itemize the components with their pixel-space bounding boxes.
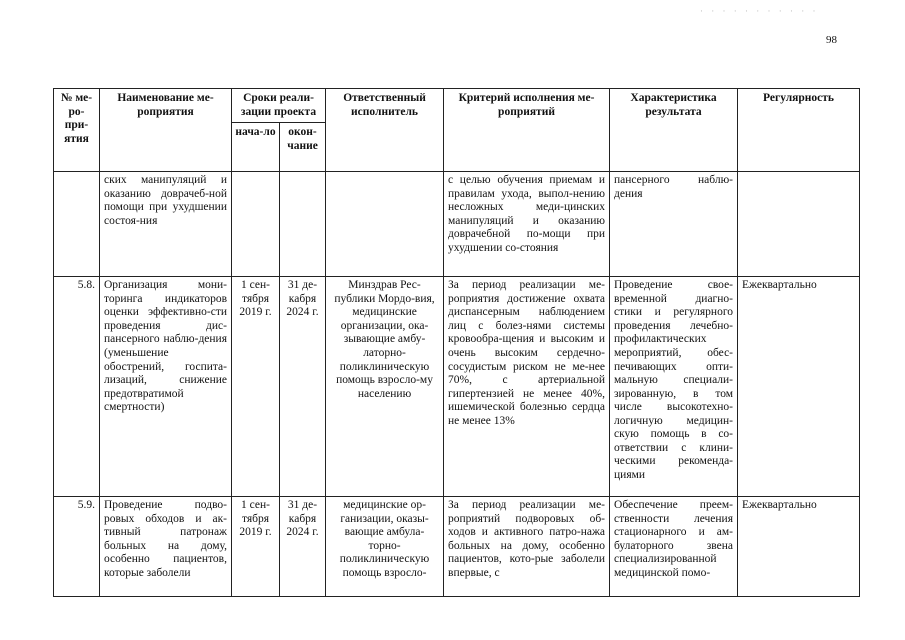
- row-num: [54, 172, 100, 277]
- row-name: ских манипуляций и оказанию доврачеб-ной помощи при ухудшении состоя-ния: [100, 172, 232, 277]
- activities-table: [53, 88, 860, 597]
- scan-artifact: · · · · · · · · · · ·: [700, 6, 819, 16]
- row-characteristic: пансерного наблю-дения: [610, 172, 738, 277]
- row-criterion: За период реализации ме-роприятия достижение охвата диспансерным наблюдением лиц с болез-нями системы кровообра-щения и высоким и очень высоким сердечно-сосудистым риском не ме-нее 70%, с артериальной гипертензией не менее 40%, ишемической болезнью сердца не менее 13%: [444, 277, 610, 497]
- col-header-responsible: Ответственный исполнитель: [326, 89, 444, 172]
- table-row: [54, 172, 860, 277]
- row-name: Проведение подво-ровых обходов и ак-тивный патронаж больных на дому, особенно пациентов, которые заболели: [100, 497, 232, 597]
- row-characteristic: Обеспечение преем-ственности лечения стационарного и ам-булаторного звена специализированной медицинской помо-: [610, 497, 738, 597]
- row-criterion: с целью обучения приемам и правилам ухода, выпол-нению несложных меди-цинских манипуляций и оказанию доврачебной по-мощи при ухудшении со-стояния: [444, 172, 610, 277]
- col-header-terms: Сроки реали-зации проекта: [232, 89, 326, 123]
- table-row: [54, 497, 860, 597]
- row-start: 1 сен-тября 2019 г.: [232, 277, 280, 497]
- row-criterion: За период реализации ме-роприятий подворовых об-ходов и активного патро-нажа больных на дому, особенно пациентов, кото-рые заболели впервые, с: [444, 497, 610, 597]
- col-header-num: № ме-ро-при-ятия: [54, 89, 100, 172]
- col-header-start: нача-ло: [232, 123, 280, 172]
- row-regularity: Ежеквартально: [738, 277, 860, 497]
- page-number: 98: [826, 34, 837, 46]
- row-name: Организация мони-торинга индикаторов оценки эффективно-сти проведения дис-пансерного наблю-дения (уменьшение обострений, госпита-лизаций, снижение предотвратимой смертности): [100, 277, 232, 497]
- row-end: 31 де-кабря 2024 г.: [280, 277, 326, 497]
- row-end: 31 де-кабря 2024 г.: [280, 497, 326, 597]
- row-regularity: Ежеквартально: [738, 497, 860, 597]
- row-end: [280, 172, 326, 277]
- row-start: 1 сен-тября 2019 г.: [232, 497, 280, 597]
- row-characteristic: Проведение свое-временной диагно-стики и регулярного проведения лечебно-профилактических мероприятий, обес-печивающих опти-мальную специали-зированную, в том числе высокотехно-логичную медицин-скую помощь в со-ответствии с клини-ческими рекоменда-циями: [610, 277, 738, 497]
- row-regularity: [738, 172, 860, 277]
- row-start: [232, 172, 280, 277]
- row-num: 5.9.: [54, 497, 100, 597]
- col-header-criterion: Критерий исполнения ме-роприятий: [444, 89, 610, 172]
- row-responsible: Минздрав Рес-публики Мордо-вия, медицинские организации, ока-зывающие амбу-латорно-поликлиническую помощь взросло-му населению: [326, 277, 444, 497]
- table-row: [54, 277, 860, 497]
- row-responsible: [326, 172, 444, 277]
- row-num: 5.8.: [54, 277, 100, 497]
- col-header-end: окон-чание: [280, 123, 326, 172]
- col-header-characteristic: Характеристика результата: [610, 89, 738, 172]
- header-row: [54, 89, 860, 123]
- row-responsible: медицинские ор-ганизации, оказы-вающие амбула-торно-поликлиническую помощь взросло-: [326, 497, 444, 597]
- col-header-name: Наименование ме-роприятия: [100, 89, 232, 172]
- col-header-regularity: Регулярность: [738, 89, 860, 172]
